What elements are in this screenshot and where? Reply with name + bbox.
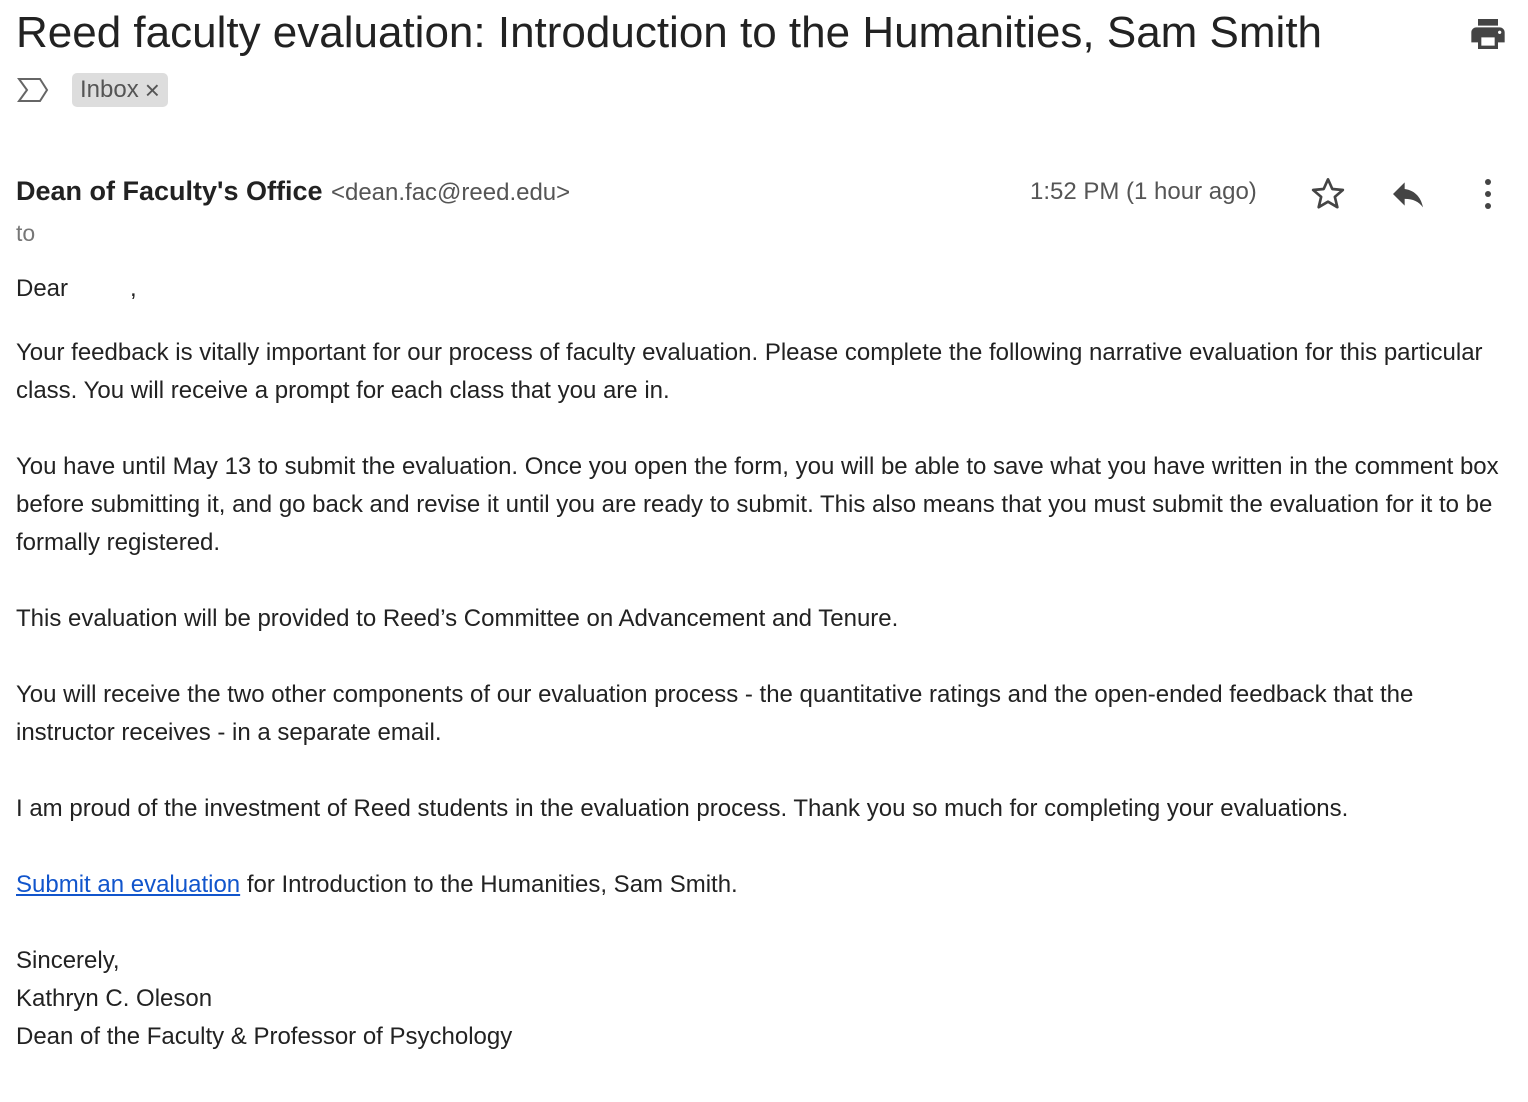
signature-name: Kathryn C. Oleson	[16, 985, 213, 1012]
body-paragraph: Your feedback is vitally important for our process of faculty evaluation. Please complete the following narrative evaluation for this particular class. You will receive a prompt for each class that you are in.	[16, 339, 1483, 404]
body-paragraph: You will receive the two other components of our evaluation process - the quantitative ratings and the open-ended feedback that the instructor receives - in a separate email.	[16, 681, 1414, 746]
reply-icon	[1388, 174, 1428, 214]
importance-marker-icon[interactable]	[16, 72, 54, 108]
email-body	[16, 270, 1506, 1056]
email-timestamp: 1:52 PM (1 hour ago)	[1030, 178, 1257, 205]
email-subject: Reed faculty evaluation: Introduction to the Humanities, Sam Smith	[16, 8, 1323, 57]
print-icon	[1468, 14, 1508, 54]
more-options-button[interactable]	[1476, 174, 1500, 214]
label-chip-inbox[interactable]	[72, 73, 168, 107]
star-button[interactable]	[1308, 174, 1348, 214]
submit-evaluation-suffix: for Introduction to the Humanities, Sam Smith.	[240, 871, 738, 898]
label-chip-text: Inbox	[80, 76, 139, 103]
signature-closing: Sincerely,	[16, 947, 120, 974]
labels-row	[16, 72, 168, 108]
sender-row	[16, 176, 570, 207]
reply-button[interactable]	[1388, 174, 1428, 214]
recipient-line[interactable]: to	[16, 220, 36, 246]
greeting	[16, 270, 1506, 308]
body-paragraph: This evaluation will be provided to Reed’s Committee on Advancement and Tenure.	[16, 605, 899, 632]
signature	[16, 942, 1506, 1056]
sender-email: <dean.fac@reed.edu>	[330, 179, 571, 206]
signature-title: Dean of the Faculty & Professor of Psychology	[16, 1023, 513, 1050]
body-paragraph: You have until May 13 to submit the evaluation. Once you open the form, you will be able to save what you have written in the comment box before submitting it, and go back and revise it until you are ready to submit. This also means that you must submit the evaluation for it to be formally registered.	[16, 453, 1499, 556]
more-vertical-icon	[1476, 174, 1500, 214]
star-outline-icon	[1308, 174, 1348, 214]
greeting-comma: ,	[130, 275, 137, 302]
remove-label-close-icon[interactable]: ×	[144, 75, 160, 105]
greeting-word: Dear	[16, 275, 69, 302]
print-button[interactable]	[1468, 14, 1508, 54]
sender-name: Dean of Faculty's Office	[16, 176, 323, 206]
submit-evaluation-line	[16, 866, 1506, 904]
body-paragraph: I am proud of the investment of Reed students in the evaluation process. Thank you so much for completing your evaluations.	[16, 795, 1349, 822]
submit-evaluation-link[interactable]: Submit an evaluation	[16, 871, 241, 898]
